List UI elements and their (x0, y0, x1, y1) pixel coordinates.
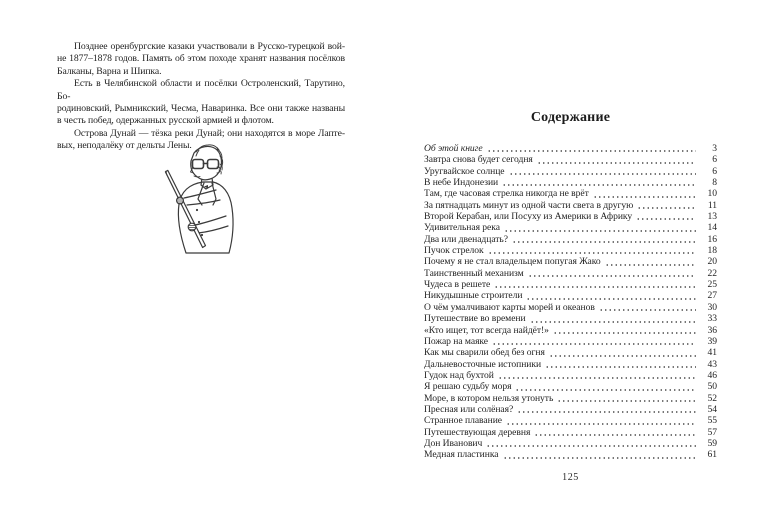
toc-entry (424, 393, 717, 404)
toc-entry (424, 268, 717, 279)
toc-entry-title: В небе Индонезии (424, 177, 499, 189)
dot-leader (593, 196, 696, 198)
dot-leader (512, 241, 696, 243)
toc-entry-title: Гудок над бухтой (424, 369, 494, 381)
dot-leader (503, 457, 697, 459)
toc-entry (424, 222, 717, 233)
toc-entry (424, 143, 717, 154)
dot-leader (553, 332, 696, 334)
toc-entry-page: 18 (707, 245, 717, 257)
toc-entry-page: 46 (707, 369, 717, 381)
toc-entry (424, 427, 717, 438)
toc-entry-page: 3 (712, 143, 717, 154)
right-page (424, 111, 717, 483)
toc-entry-title: Море, в котором нельзя утонуть (424, 392, 554, 404)
toc-entry-page: 36 (707, 324, 717, 336)
toc-entry-title: Путешествующая деревня (424, 426, 531, 438)
text-line: вых, неподалёку от дельты Лены. (57, 140, 192, 152)
dot-leader (530, 321, 696, 323)
toc-entry (424, 325, 717, 336)
dot-leader (509, 173, 697, 175)
toc-entry (424, 177, 717, 188)
toc-entry-title: Я решаю судьбу моря (424, 381, 512, 393)
toc-entry (424, 381, 717, 392)
dot-leader (486, 445, 696, 447)
toc-entry (424, 438, 717, 449)
dot-leader (488, 252, 696, 254)
toc-entry-title: Два или двенадцать? (424, 233, 508, 245)
body-text (57, 41, 345, 153)
dot-leader (517, 411, 696, 413)
dot-leader (599, 309, 696, 311)
dot-leader (494, 286, 696, 288)
toc-entry-title: «Кто ищет, тот всегда найдёт!» (424, 324, 549, 336)
toc-entry-page: 59 (707, 437, 717, 449)
toc-entry-title: Там, где часовая стрелка никогда не врёт (424, 188, 589, 200)
toc-entry-title: Удивительная река (424, 222, 500, 234)
dot-leader (504, 230, 696, 232)
toc-entry (424, 415, 717, 426)
toc-entry-page: 14 (707, 222, 717, 234)
toc-entry-title: Странное плавание (424, 415, 502, 427)
toc-entry-page: 30 (707, 301, 717, 313)
toc-entry (424, 154, 717, 165)
toc-entry-title: Путешествие во времени (424, 313, 526, 325)
toc-entry-page: 6 (712, 165, 717, 177)
toc-list (424, 143, 717, 461)
text-line: Балканы, Варна и Шипка. (57, 65, 162, 77)
dot-leader (549, 355, 696, 357)
toc-entry-title: Дальневосточные истопники (424, 358, 542, 370)
toc-entry-title: Почему я не стал владельцем попугая Жако (424, 256, 601, 268)
dot-leader (537, 162, 696, 164)
toc-entry (424, 200, 717, 211)
toc-entry-page: 33 (707, 313, 717, 325)
dot-leader (557, 400, 696, 402)
toc-entry-page: 13 (707, 211, 717, 223)
toc-entry-title: Пресная или солёная? (424, 403, 514, 415)
man-with-pointer-illustration (158, 142, 238, 260)
toc-entry (424, 359, 717, 370)
toc-entry-page: 61 (707, 449, 717, 461)
toc-entry-page: 27 (707, 290, 717, 302)
toc-entry-page: 20 (707, 256, 717, 268)
dot-leader (637, 207, 696, 209)
page-number: 125 (562, 471, 579, 483)
dot-leader (636, 218, 696, 220)
toc-entry-page: 8 (712, 177, 717, 189)
toc-entry-title: Дон Иванович (424, 437, 483, 449)
text-line: Есть в Челябинской области и посёлки Остроленский, Тарутино, Бо- (57, 78, 345, 102)
toc-entry-page: 52 (707, 392, 717, 404)
toc-entry (424, 166, 717, 177)
dot-leader (487, 150, 696, 152)
dot-leader (506, 423, 696, 425)
toc-entry (424, 234, 717, 245)
toc-entry-title: Пожар на маяке (424, 335, 489, 347)
toc-entry-page: 43 (707, 358, 717, 370)
dot-leader (492, 343, 696, 345)
toc-entry (424, 336, 717, 347)
toc-heading: Содержание (530, 110, 611, 125)
toc-entry-page: 41 (707, 347, 717, 359)
dot-leader (502, 184, 696, 186)
toc-entry (424, 449, 717, 460)
toc-entry-title: Медная пластинка (424, 449, 499, 461)
dot-leader (528, 275, 696, 277)
toc-entry (424, 313, 717, 324)
dot-leader (534, 434, 696, 436)
toc-entry-title: Завтра снова будет сегодня (424, 154, 533, 166)
toc-entry-title: Чудеса в решете (424, 279, 491, 291)
toc-entry (424, 404, 717, 415)
toc-entry-page: 10 (707, 188, 717, 200)
toc-entry-title: Пучок стрелок (424, 245, 484, 257)
toc-entry-title: Как мы сварили обед без огня (424, 347, 545, 359)
toc-entry-page: 22 (707, 267, 717, 279)
toc-entry (424, 347, 717, 358)
toc-entry-page: 57 (707, 426, 717, 438)
dot-leader (515, 389, 696, 391)
toc-entry (424, 211, 717, 222)
text-line: родиновский, Рымникский, Чесма, Наваринка. Все они также названы (57, 103, 345, 115)
dot-leader (605, 264, 696, 266)
toc-entry-page: 54 (707, 403, 717, 415)
text-line: не 1877–1878 годов. Память об этом походе хранят названия посёлков (57, 53, 345, 65)
toc-entry-title: Об этой книге (424, 143, 483, 154)
toc-entry-title: О чём умалчивают карты морей и океанов (424, 301, 595, 313)
toc-entry-page: 39 (707, 335, 717, 347)
text-line: Острова Дунай — тёзка реки Дунай; они находятся в море Лапте- (74, 127, 345, 139)
toc-entry-title: Таинственный механизм (424, 267, 524, 279)
toc-entry-page: 25 (707, 279, 717, 291)
text-line: Позднее оренбургские казаки участвовали в Русско-турецкой вой- (74, 41, 345, 52)
toc-entry (424, 290, 717, 301)
toc-entry (424, 245, 717, 256)
toc-entry-page: 16 (707, 233, 717, 245)
toc-entry-page: 55 (707, 415, 717, 427)
dot-leader (545, 366, 696, 368)
toc-entry-title: Никудышные строители (424, 290, 523, 302)
dot-leader (526, 298, 696, 300)
text-line: в честь побед, одержанных русской армией и флотом. (57, 115, 274, 127)
dot-leader (498, 377, 696, 379)
toc-entry-page: 6 (712, 154, 717, 166)
toc-entry (424, 188, 717, 199)
toc-entry-title: Второй Керабан, или Посуху из Америки в Африку (424, 211, 633, 223)
toc-entry-page: 50 (707, 381, 717, 393)
toc-entry-page: 11 (707, 199, 717, 211)
toc-entry (424, 302, 717, 313)
toc-entry-title: Уругвайское солнце (424, 165, 505, 177)
man-with-pointer-drawing (158, 142, 238, 260)
toc-entry (424, 256, 717, 267)
toc-entry (424, 370, 717, 381)
toc-entry-title: За пятнадцать минут из одной части света в другую (424, 199, 634, 211)
toc-entry (424, 279, 717, 290)
